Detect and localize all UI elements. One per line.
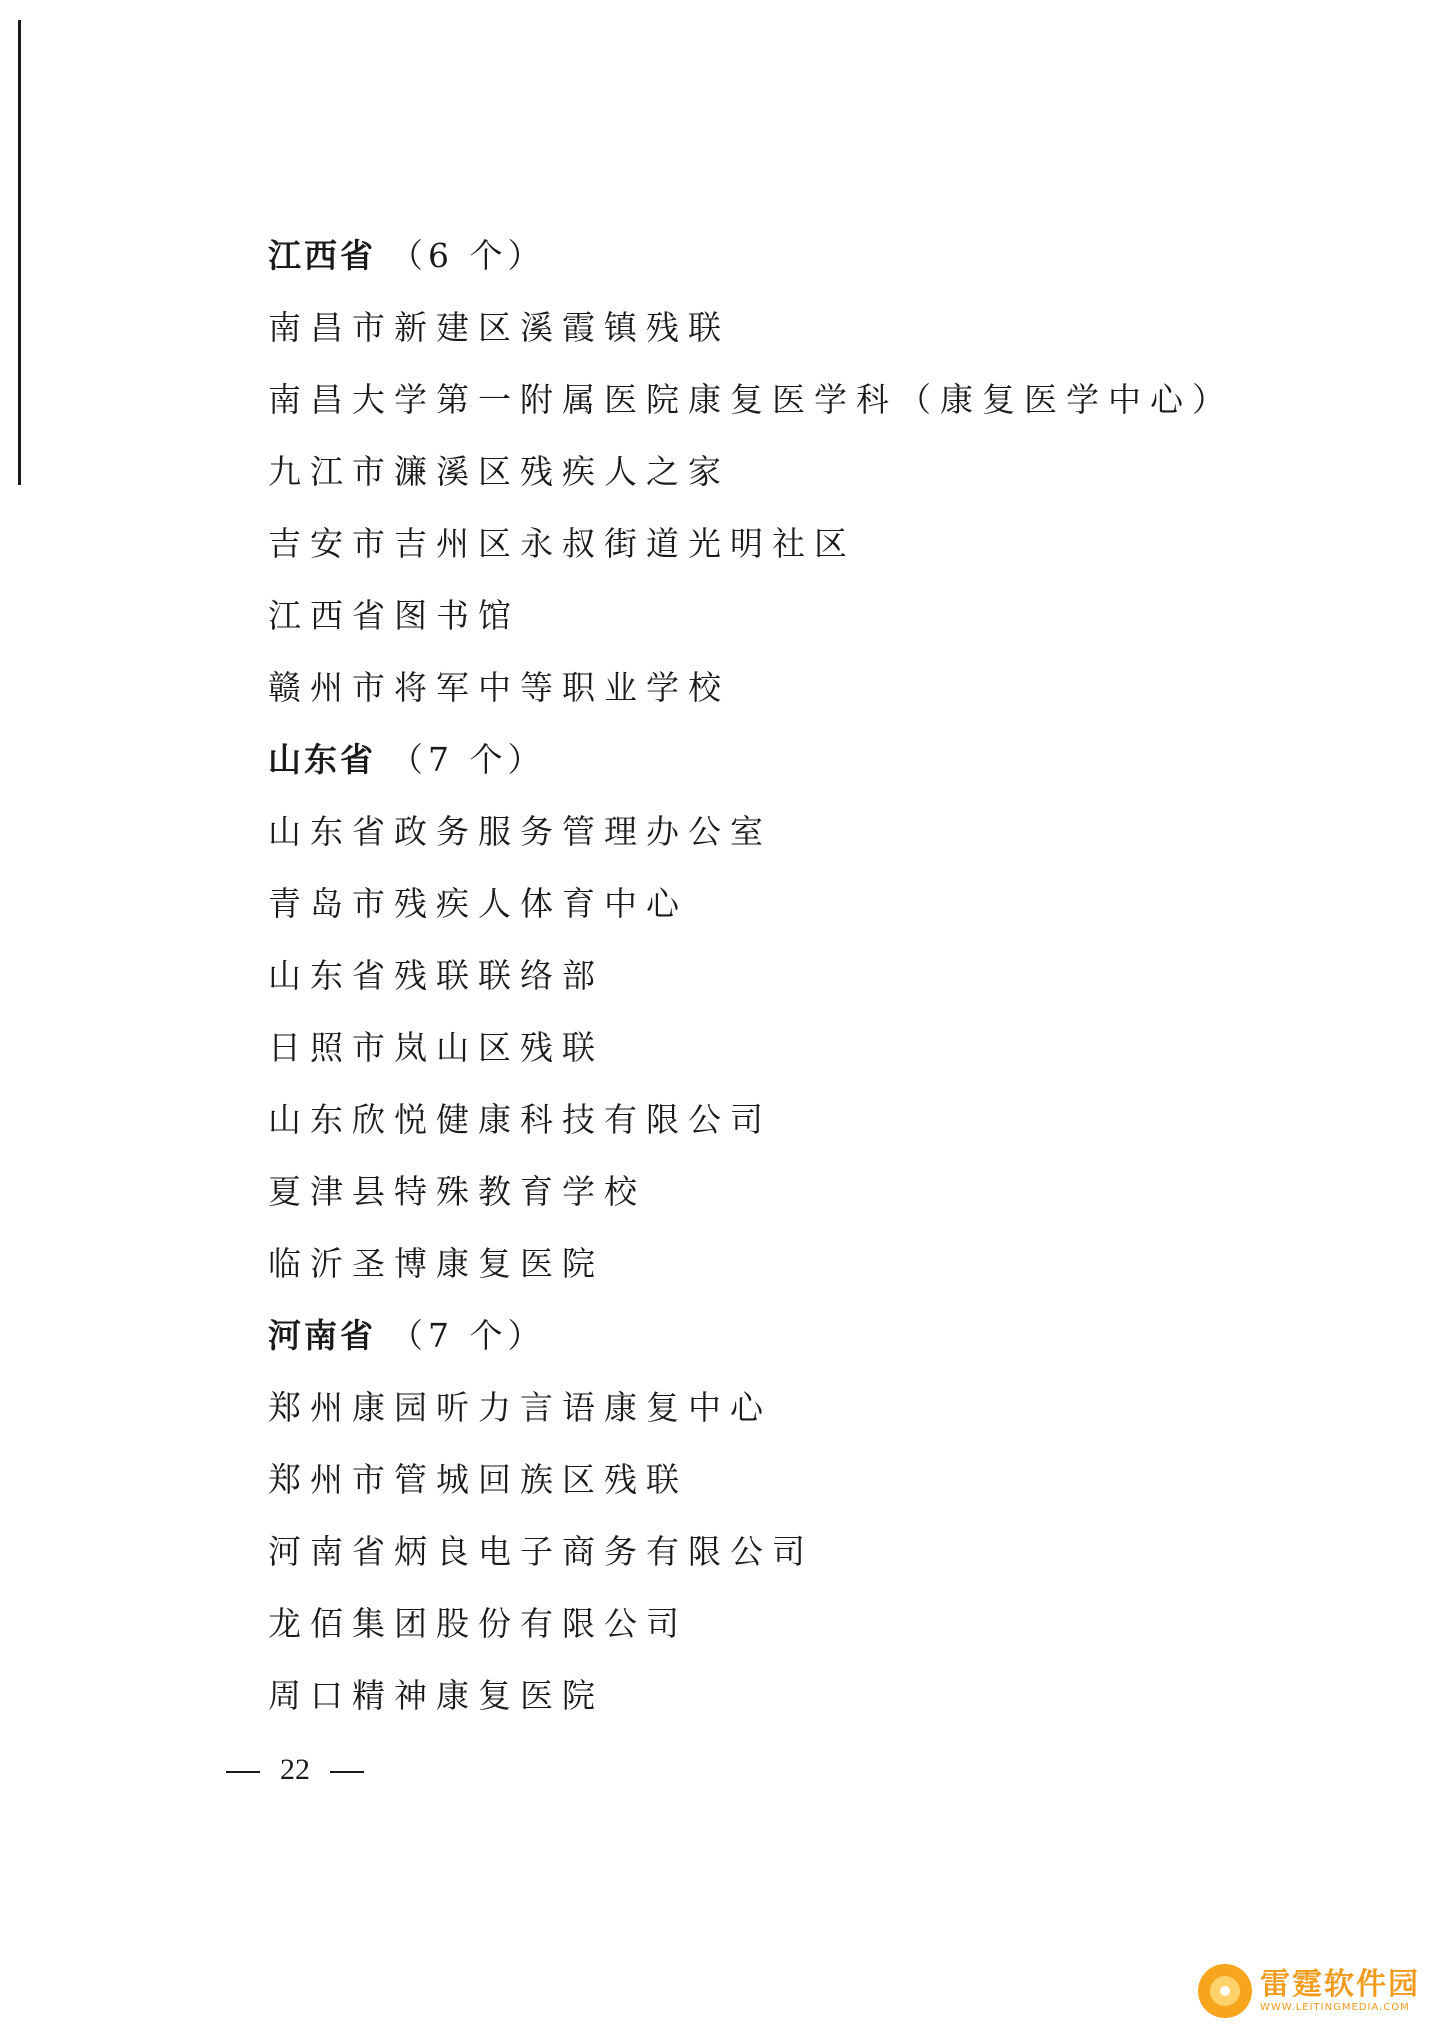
province-count: （7 个） [390, 740, 546, 779]
list-item: 郑州康园听力言语康复中心 [268, 1388, 772, 1427]
list-item: 青岛市残疾人体育中心 [268, 884, 688, 923]
page-number-dash-right [330, 1771, 364, 1773]
province-name: 山东省 [268, 740, 376, 779]
list-item: 山东欣悦健康科技有限公司 [268, 1100, 772, 1139]
list-item: 临沂圣博康复医院 [268, 1244, 604, 1283]
list-item: 赣州市将军中等职业学校 [268, 668, 730, 707]
watermark-name: 雷霆软件园 [1260, 1967, 1420, 2002]
list-item: 吉安市吉州区永叔街道光明社区 [268, 524, 856, 563]
province-count: （7 个） [390, 1316, 546, 1355]
watermark-url: WWW.LEITINGMEDIA.COM [1260, 2002, 1410, 2013]
province-count: （6 个） [390, 236, 546, 275]
page-number [226, 1750, 364, 1790]
watermark-text [1260, 1968, 1420, 2014]
list-item: 夏津县特殊教育学校 [268, 1172, 646, 1211]
list-item: 龙佰集团股份有限公司 [268, 1604, 688, 1643]
binding-margin-line [18, 20, 21, 485]
province-name: 河南省 [268, 1316, 376, 1355]
list-item: 南昌大学第一附属医院康复医学科（康复医学中心） [268, 380, 1234, 419]
page-number-value: 22 [280, 1753, 310, 1786]
document-body [268, 220, 1234, 1732]
section-heading-henan [268, 1300, 1234, 1372]
list-item: 山东省残联联络部 [268, 956, 604, 995]
list-item: 郑州市管城回族区残联 [268, 1460, 688, 1499]
list-item: 周口精神康复医院 [268, 1676, 604, 1715]
list-item: 江西省图书馆 [268, 596, 520, 635]
watermark [1198, 1964, 1420, 2018]
orange-slice-logo-icon [1198, 1964, 1252, 2018]
section-heading-shandong [268, 724, 1234, 796]
list-item: 河南省炳良电子商务有限公司 [268, 1532, 814, 1571]
page-number-dash-left [226, 1771, 260, 1773]
section-heading-jiangxi [268, 220, 1234, 292]
list-item: 九江市濂溪区残疾人之家 [268, 452, 730, 491]
province-name: 江西省 [268, 236, 376, 275]
list-item: 山东省政务服务管理办公室 [268, 812, 772, 851]
list-item: 南昌市新建区溪霞镇残联 [268, 308, 730, 347]
list-item: 日照市岚山区残联 [268, 1028, 604, 1067]
